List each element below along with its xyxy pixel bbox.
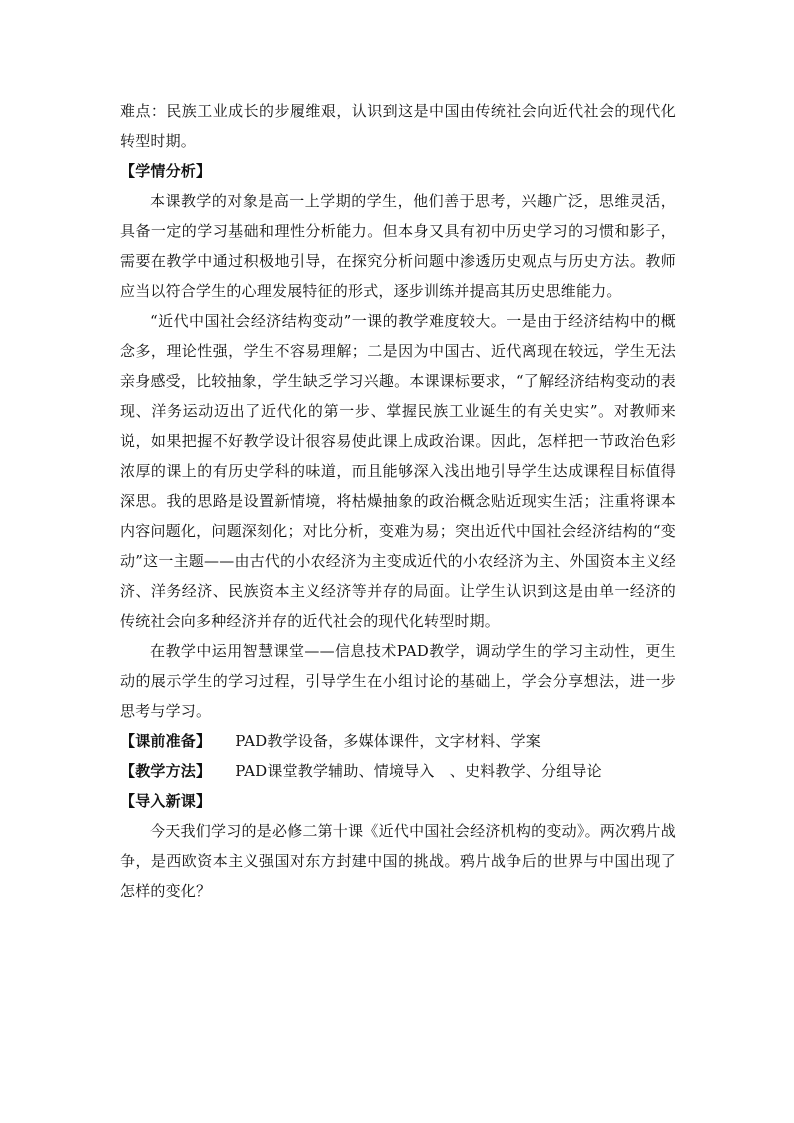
preparation-label: 【课前准备】 <box>120 732 212 750</box>
difficulty-paragraph: 难点：民族工业成长的步履维艰，认识到这是中国由传统社会向近代社会的现代化转型时期。 <box>120 102 676 150</box>
learning-analysis-heading: 【学情分析】 <box>120 162 212 180</box>
learning-analysis-paragraph-1: 本课教学的对象是高一上学期的学生，他们善于思考，兴趣广泛，思维灵活，具备一定的学习基础和理性分析能力。但本身又具有初中历史学习的习惯和影子，需要在教学中通过积极地引导，在探究分析问题中渗透历史观点与历史方法。教师应当以符合学生的心理发展特征的形式，逐步训练并提高其历史思维能力。 <box>120 192 676 300</box>
methods-value: PAD课堂教学辅助、情境导入 、史料教学、分组导论 <box>235 762 602 780</box>
methods-row <box>120 756 676 786</box>
document-body <box>120 96 676 906</box>
learning-analysis-paragraph-2: “近代中国社会经济结构变动”一课的教学难度较大。一是由于经济结构中的概念多，理论性强，学生不容易理解；二是因为中国古、近代离现在较远，学生无法亲身感受，比较抽象，学生缺乏学习兴趣。本课课标要求，“了解经济结构变动的表现、洋务运动迈出了近代化的第一步、掌握民族工业诞生的有关史实”。对教师来说，如果把握不好教学设计很容易使此课上成政治课。因此，怎样把一节政治色彩浓厚的课上的有历史学科的味道，而且能够深入浅出地引导学生达成课程目标值得深思。我的思路是设置新情境，将枯燥抽象的政治概念贴近现实生活；注重将课本内容问题化，问题深刻化；对比分析，变难为易；突出近代中国社会经济结构的“变动”这一主题——由古代的小农经济为主变成近代的小农经济为主、外国资本主义经济、洋务经济、民族资本主义经济等并存的局面。让学生认识到这是由单一经济的传统社会向多种经济并存的近代社会的现代化转型时期。 <box>120 312 676 630</box>
preparation-value: PAD教学设备，多媒体课件，文字材料、学案 <box>235 732 541 750</box>
preparation-row <box>120 726 676 756</box>
intro-paragraph: 今天我们学习的是必修二第十课《近代中国社会经济机构的变动》。两次鸦片战争，是西欧资本主义强国对东方封建中国的挑战。鸦片战争后的世界与中国出现了怎样的变化？ <box>120 822 676 900</box>
methods-label: 【教学方法】 <box>120 762 212 780</box>
learning-analysis-paragraph-3: 在教学中运用智慧课堂——信息技术PAD教学，调动学生的学习主动性，更生动的展示学生的学习过程，引导学生在小组讨论的基础上，学会分享想法，进一步思考与学习。 <box>120 642 676 720</box>
intro-heading: 【导入新课】 <box>120 792 212 810</box>
